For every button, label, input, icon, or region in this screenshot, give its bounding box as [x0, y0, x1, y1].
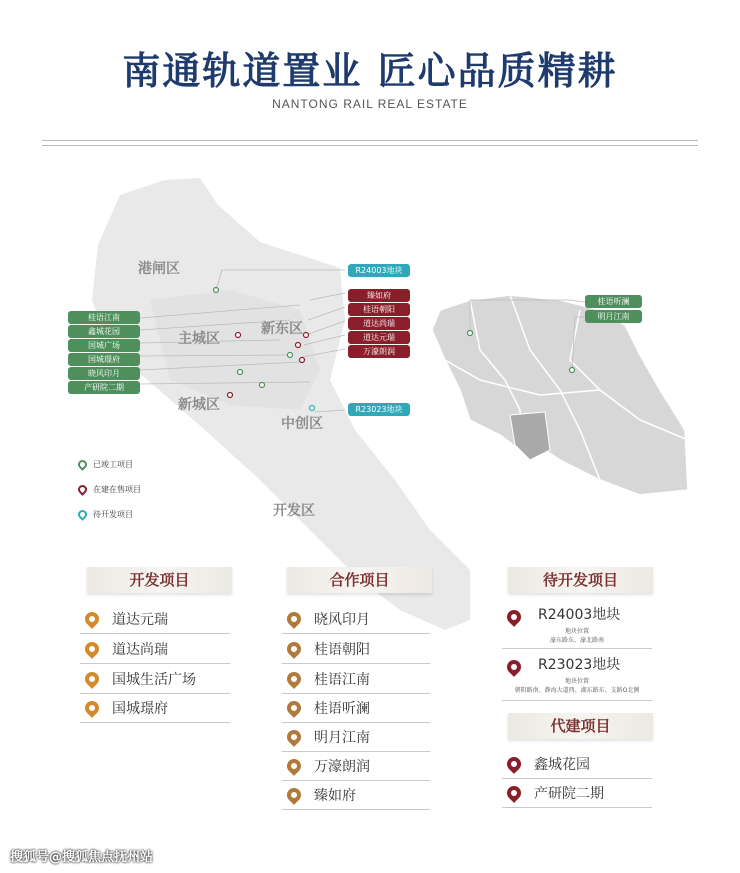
section-title-pending: 待开发项目: [508, 567, 653, 593]
map-tag: 明月江南: [585, 310, 642, 323]
location-pin-icon: [284, 756, 304, 776]
location-pin-icon: [504, 607, 524, 627]
district-label: 开发区: [273, 503, 315, 519]
list-item: 桂语江南: [282, 664, 430, 694]
list-item: 鑫城花园: [502, 749, 652, 779]
location-pin-icon: [284, 698, 304, 718]
map-tag: 国城璟府: [68, 353, 140, 366]
location-pin-icon: [504, 657, 524, 677]
location-pin-icon: [504, 754, 524, 774]
map-tag: 臻如府: [348, 289, 410, 302]
map-tag: 道达尚瑞: [348, 317, 410, 330]
section-title-coop: 合作项目: [287, 567, 432, 593]
location-pin-icon: [284, 727, 304, 747]
list-item: [502, 654, 652, 701]
plot-name: R23023地块: [538, 657, 621, 673]
location-pin-icon: [82, 639, 102, 659]
map-tag: 国城广场: [68, 339, 140, 352]
list-item: 国城生活广场: [80, 664, 230, 694]
list-item: 桂语朝阳: [282, 634, 430, 664]
district-label: 新城区: [178, 397, 220, 413]
list-item: 臻如府: [282, 780, 430, 810]
location-pin-icon: [284, 609, 304, 629]
location-pin-icon: [284, 639, 304, 659]
plot-location: 朝阳路南、静海大道西、湖东路东、支路O北侧: [514, 687, 640, 694]
plot-location-label: 地块位置: [564, 628, 589, 635]
list-item: 万濠朗润: [282, 751, 430, 781]
district-label: 港闸区: [138, 261, 180, 277]
district-label: 中创区: [281, 416, 323, 432]
map-tag: 桂语听澜: [585, 295, 642, 308]
list-item: 道达尚瑞: [80, 634, 230, 664]
pin-icon: [76, 458, 89, 471]
divider-bottom: [42, 145, 698, 146]
divider-top: [42, 140, 698, 141]
location-pin-icon: [284, 785, 304, 805]
map-tag: R23023地块: [348, 403, 410, 416]
plot-location: 濠东路东、濠北路南: [549, 637, 604, 644]
list-item: 明月江南: [282, 722, 430, 752]
district-label: 新东区: [261, 321, 303, 337]
map-tag: 万濠朗润: [348, 345, 410, 358]
legend-label: 待开发项目: [93, 510, 133, 519]
plot-name: R24003地块: [538, 607, 621, 623]
list-item: 产研院二期: [502, 778, 652, 808]
map-tag: 桂语朝阳: [348, 303, 410, 316]
legend-on-sale: [78, 484, 141, 495]
legend-completed: [78, 459, 133, 470]
location-pin-icon: [82, 609, 102, 629]
map-tag: 道达元瑞: [348, 331, 410, 344]
map-tag: 鑫城花园: [68, 325, 140, 338]
list-item: 国城璟府: [80, 693, 230, 723]
map-tag: 桂语江南: [68, 311, 140, 324]
list-item: 桂语听澜: [282, 693, 430, 723]
page-subtitle: NANTONG RAIL REAL ESTATE: [272, 97, 468, 111]
map-tag: R24003地块: [348, 264, 410, 277]
legend-label: 在建在售项目: [93, 485, 141, 494]
legend-label: 已竣工项目: [93, 460, 133, 469]
section-title-proxy: 代建项目: [508, 713, 653, 739]
list-item: 晓风印月: [282, 604, 430, 634]
page-title: 南通轨道置业 匠心品质精耕: [122, 49, 618, 93]
pin-icon: [76, 508, 89, 521]
map-tag: 晓风印月: [68, 367, 140, 380]
list-item: 道达元瑞: [80, 604, 230, 634]
region-highlight: [510, 412, 550, 460]
plot-location-label: 地块位置: [564, 678, 589, 685]
location-pin-icon: [82, 698, 102, 718]
list-item: [502, 604, 652, 649]
location-pin-icon: [504, 783, 524, 803]
section-title-dev: 开发项目: [87, 567, 232, 593]
district-label: 主城区: [178, 331, 220, 347]
location-pin-icon: [284, 669, 304, 689]
watermark: 搜狐号@搜狐焦点抚州站: [10, 850, 154, 865]
pin-icon: [76, 483, 89, 496]
location-pin-icon: [82, 669, 102, 689]
legend-pending: [78, 509, 133, 520]
map-tag: 产研院二期: [68, 381, 140, 394]
